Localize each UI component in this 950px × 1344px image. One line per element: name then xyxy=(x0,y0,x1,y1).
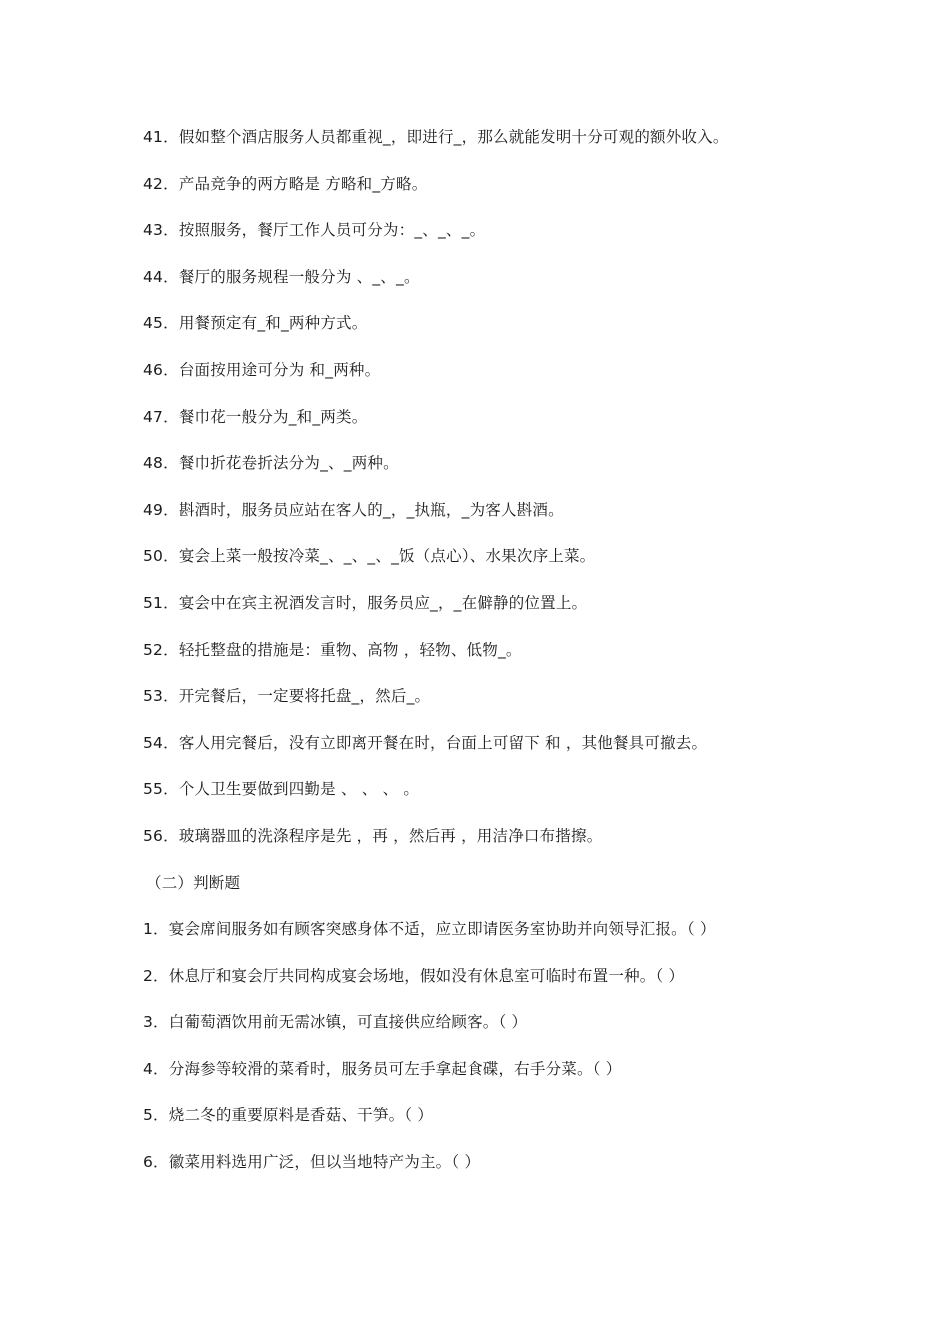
fill-in-question-54: 54．客人用完餐后，没有立即离开餐在时，台面上可留下 和 ，其他餐具可撤去。 xyxy=(143,733,708,752)
fill-in-question-48: 48．餐巾折花卷折法分为_、_两种。 xyxy=(143,454,399,473)
fill-in-question-53: 53．开完餐后，一定要将托盘_，然后_。 xyxy=(143,687,431,706)
fill-in-question-47: 47．餐巾花一般分为_和_两类。 xyxy=(143,407,368,426)
document-content xyxy=(143,123,923,1195)
judgment-question-4: 4．分海参等较滑的菜肴时，服务员可左手拿起食碟，右手分菜。（ ） xyxy=(143,1059,622,1078)
fill-in-question-52: 52．轻托整盘的措施是：重物、高物 ，轻物、低物_。 xyxy=(143,640,522,659)
fill-in-question-43: 43．按照服务，餐厅工作人员可分为：_、_、_。 xyxy=(143,221,486,240)
judgment-question-3: 3．白葡萄酒饮用前无需冰镇，可直接供应给顾客。（ ） xyxy=(143,1013,528,1032)
fill-in-question-46: 46．台面按用途可分为 和_两种。 xyxy=(143,360,381,379)
fill-in-question-56: 56．玻璃器皿的洗涤程序是先 ，再 ，然后再 ，用洁净口布揩擦。 xyxy=(143,826,603,845)
fill-in-question-50: 50．宴会上菜一般按冷菜_、_、_、_饭（点心）、水果次序上菜。 xyxy=(143,547,596,566)
judgment-question-5: 5．烧二冬的重要原料是香菇、干笋。（ ） xyxy=(143,1106,434,1125)
section-heading: （二）判断题 xyxy=(146,873,241,892)
fill-in-question-51: 51．宴会中在宾主祝酒发言时，服务员应_，_在僻静的位置上。 xyxy=(143,593,588,612)
judgment-question-6: 6．徽菜用料选用广泛，但以当地特产为主。（ ） xyxy=(143,1153,481,1172)
fill-in-question-44: 44．餐厅的服务规程一般分为 、_、_。 xyxy=(143,267,420,286)
judgment-question-2: 2．休息厅和宴会厅共同构成宴会场地，假如没有休息室可临时布置一种。（ ） xyxy=(143,966,685,985)
fill-in-question-45: 45．用餐预定有_和_两种方式。 xyxy=(143,314,368,333)
judgment-question-1: 1．宴会席间服务如有顾客突感身体不适，应立即请医务室协助并向领导汇报。（ ） xyxy=(143,920,716,939)
fill-in-question-55: 55．个人卫生要做到四勤是 、 、 、 。 xyxy=(143,780,420,799)
fill-in-question-41: 41．假如整个酒店服务人员都重视_，即进行_，那么就能发明十分可观的额外收入。 xyxy=(143,128,729,146)
fill-in-question-49: 49．斟酒时，服务员应站在客人的_，_执瓶，_为客人斟酒。 xyxy=(143,500,564,519)
fill-in-question-42: 42．产品竞争的两方略是 方略和_方略。 xyxy=(143,174,428,193)
